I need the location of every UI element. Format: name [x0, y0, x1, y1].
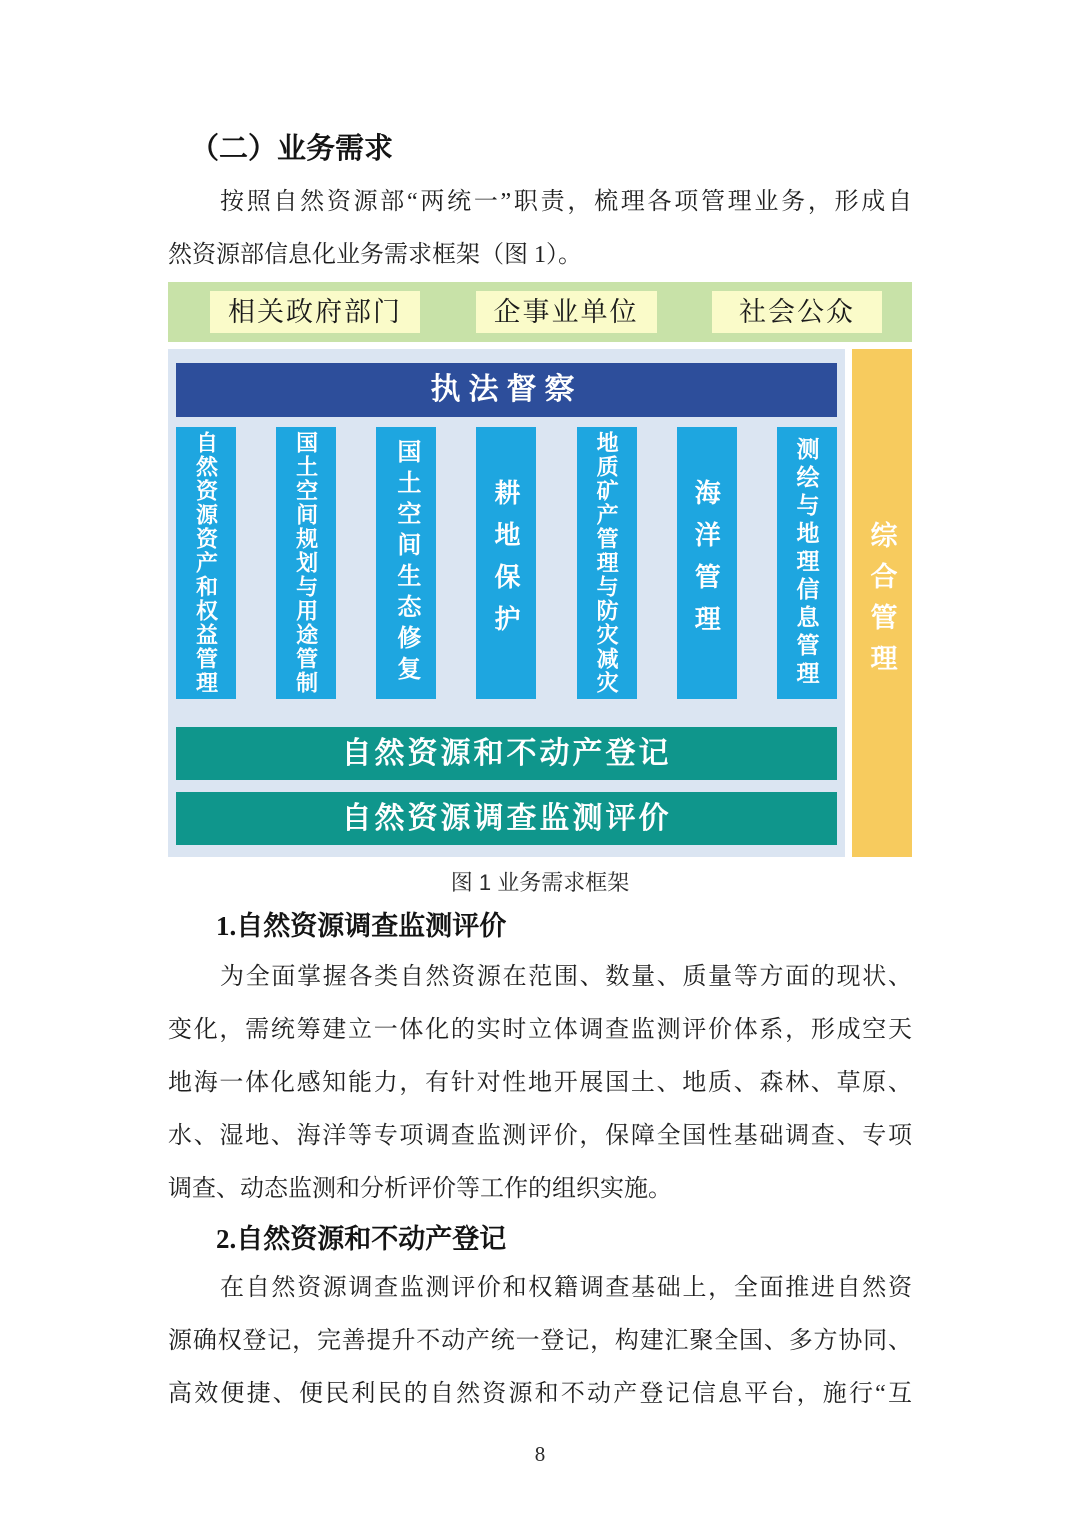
body-line: 变化，需统筹建立一体化的实时立体调查监测评价体系，形成空天: [168, 1017, 912, 1043]
external-users-band: [168, 282, 912, 342]
section-1-title: 1.自然资源调查监测评价: [216, 911, 507, 941]
column-territorial-space-planning: [276, 427, 336, 699]
bottom-bar-registration: 自然资源和不动产登记: [176, 727, 837, 780]
figure-caption: 图 1 业务需求框架: [450, 870, 630, 895]
law-enforcement-bar: 执法督察: [176, 363, 837, 417]
column-label: 地质矿产管理与防灾减灾: [594, 431, 620, 695]
business-columns: [176, 427, 837, 699]
column-label: 耕地保护: [490, 479, 521, 647]
page-number: 8: [534, 1442, 546, 1466]
intro-paragraph: [168, 176, 912, 282]
bottom-bar-survey-monitoring: 自然资源调查监测评价: [176, 792, 837, 845]
column-label: 海洋管理: [691, 479, 722, 647]
body-line: 为全面掌握各类自然资源在范围、数量、质量等方面的现状、: [220, 964, 912, 990]
body-line: 调查、动态监测和分析评价等工作的组织实施。: [168, 1176, 672, 1202]
column-geology-minerals-disaster: [577, 427, 637, 699]
body-line: 按照自然资源部“两统一”职责，梳理各项管理业务，形成自: [220, 189, 912, 215]
column-label: 国土空间生态修复: [392, 439, 420, 687]
body-line: 地海一体化感知能力，有针对性地开展国土、地质、森林、草原、: [168, 1070, 912, 1096]
column-label: 自然资源资产和权益管理: [193, 431, 219, 695]
section-2-paragraph: [168, 1262, 912, 1421]
side-column-label: 综合管理: [866, 521, 897, 685]
body-line: 高效便捷、便民利民的自然资源和不动产登记信息平台，施行“互: [168, 1381, 912, 1407]
body-line: 源确权登记，完善提升不动产统一登记，构建汇聚全国、多方协同、: [168, 1328, 912, 1354]
column-label: 国土空间规划与用途管制: [293, 431, 319, 695]
column-label: 测绘与地理信息管理: [793, 437, 820, 689]
body-line: 水、湿地、海洋等专项调查监测评价，保障全国性基础调查、专项: [168, 1123, 912, 1149]
column-marine-management: [677, 427, 737, 699]
business-framework-figure: [168, 282, 912, 897]
section-2-title: 2.自然资源和不动产登记: [216, 1224, 507, 1254]
column-natural-resource-assets: [176, 427, 236, 699]
top-box-public: 社会公众: [712, 291, 882, 333]
page-content: [168, 0, 912, 1421]
column-surveying-mapping-geoinfo: [777, 427, 837, 699]
section-heading: （二）业务需求: [190, 133, 394, 165]
column-ecological-restoration: [376, 427, 436, 699]
top-box-enterprise: 企事业单位: [476, 291, 657, 333]
column-farmland-protection: [476, 427, 536, 699]
side-column-comprehensive-management: [852, 349, 912, 857]
figure-main-area: [168, 349, 845, 857]
top-box-government: 相关政府部门: [210, 291, 420, 333]
body-line: 在自然资源调查监测评价和权籍调查基础上，全面推进自然资: [220, 1275, 912, 1301]
figure-body: [168, 349, 912, 857]
body-line: 然资源部信息化业务需求框架（图 1）。: [168, 242, 582, 268]
section-1-paragraph: [168, 951, 912, 1216]
